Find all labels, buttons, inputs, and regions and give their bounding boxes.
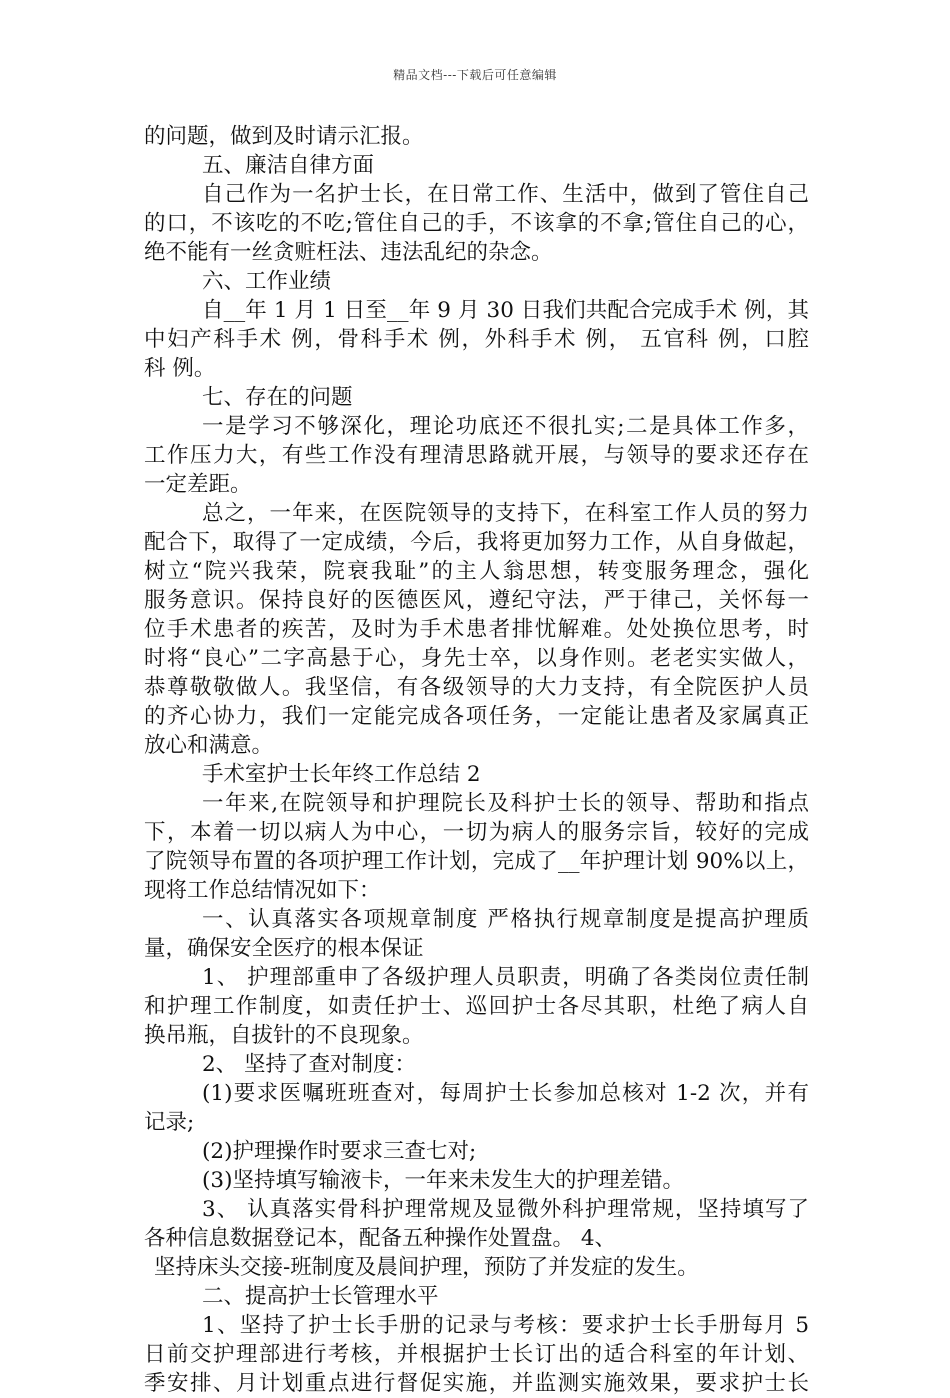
- text-line: 季安排、月计划重点进行督促实施，并监测实施效果，要求护士长: [144, 1371, 809, 1396]
- text-line: 六、工作业绩: [202, 269, 332, 294]
- text-line: 七、存在的问题: [202, 385, 353, 410]
- text-line: 五、廉洁自律方面: [202, 153, 375, 178]
- text-line: 各种信息数据登记本，配备五种操作处置盘。 4、: [144, 1226, 617, 1251]
- document-body: [144, 122, 809, 1398]
- text-line: 服务意识。保持良好的医德医风，遵纪守法，严于律己，关怀每一: [144, 588, 809, 613]
- text-line: 自己作为一名护士长，在日常工作、生活中，做到了管住自己: [202, 182, 809, 207]
- text-line: 一年来,在院领导和护理院长及科护士长的领导、帮助和指点: [202, 791, 809, 816]
- text-line: 日前交护理部进行考核，并根据护士长订出的适合科室的年计划、: [144, 1342, 809, 1367]
- text-line: 科 例。: [144, 356, 216, 381]
- text-line: 中妇产科手术 例，骨科手术 例，外科手术 例， 五官科 例，口腔: [144, 327, 809, 352]
- text-line: 一、认真落实各项规章制度 严格执行规章制度是提高护理质: [202, 907, 809, 932]
- text-line: 时将“良心”二字高悬于心，身先士卒，以身作则。老老实实做人，: [144, 646, 809, 671]
- text-line: 现将工作总结情况如下：: [144, 878, 381, 903]
- text-line: 手术室护士长年终工作总结 2: [202, 762, 481, 787]
- text-line: 自__年 1 月 1 日至__年 9 月 30 日我们共配合完成手术 例，其: [202, 298, 809, 323]
- text-line: 位手术患者的疾苦，及时为手术患者排忧解难。处处换位思考，时: [144, 617, 809, 642]
- text-line: 和护理工作制度，如责任护士、巡回护士各尽其职，杜绝了病人自: [144, 994, 809, 1019]
- text-line: 配合下，取得了一定成绩，今后，我将更加努力工作，从自身做起，: [144, 530, 809, 555]
- text-line: 一定差距。: [144, 472, 252, 497]
- text-line: (1)要求医嘱班班查对，每周护士长参加总核对 1-2 次，并有: [202, 1081, 809, 1106]
- text-line: 记录;: [144, 1110, 195, 1135]
- text-line: 恭尊敬敬做人。我坚信，有各级领导的大力支持，有全院医护人员: [144, 675, 809, 700]
- text-line: 的口，不该吃的不吃;管住自己的手，不该拿的不拿;管住自己的心，: [144, 211, 809, 236]
- text-line: 总之，一年来，在医院领导的支持下，在科室工作人员的努力: [202, 501, 809, 526]
- text-line: 的问题，做到及时请示汇报。: [144, 124, 424, 149]
- text-line: 坚持床头交接-班制度及晨间护理，预防了并发症的发生。: [154, 1255, 699, 1280]
- text-line: 下，本着一切以病人为中心，一切为病人的服务宗旨，较好的完成: [144, 820, 809, 845]
- text-line: 量，确保安全医疗的根本保证: [144, 936, 424, 961]
- text-line: 工作压力大，有些工作没有理清思路就开展，与领导的要求还存在: [144, 443, 809, 468]
- text-line: 绝不能有一丝贪赃枉法、违法乱纪的杂念。: [144, 240, 553, 265]
- text-line: 了院领导布置的各项护理工作计划，完成了__年护理计划 90%以上，: [144, 849, 809, 874]
- text-line: 换吊瓶，自拔针的不良现象。: [144, 1023, 424, 1048]
- text-line: 二、提高护士长管理水平: [202, 1284, 439, 1309]
- text-line: 1、 护理部重申了各级护理人员职责，明确了各类岗位责任制: [202, 965, 809, 990]
- text-line: 3、 认真落实骨科护理常规及显微外科护理常规，坚持填写了: [202, 1197, 809, 1222]
- text-line: 一是学习不够深化，理论功底还不很扎实;二是具体工作多，: [202, 414, 809, 439]
- page-header: 精品文档---下载后可任意编辑: [393, 68, 557, 82]
- text-line: (2)护理操作时要求三查七对;: [202, 1139, 477, 1164]
- text-line: 树立“院兴我荣，院衰我耻”的主人翁思想，转变服务理念，强化: [144, 559, 809, 584]
- text-line: 2、 坚持了查对制度：: [202, 1052, 417, 1077]
- text-line: 1、坚持了护士长手册的记录与考核：要求护士长手册每月 5: [202, 1313, 809, 1338]
- text-line: 的齐心协力，我们一定能完成各项任务，一定能让患者及家属真正: [144, 704, 809, 729]
- text-line: 放心和满意。: [144, 733, 274, 758]
- text-line: (3)坚持填写输液卡，一年来未发生大的护理差错。: [202, 1168, 684, 1193]
